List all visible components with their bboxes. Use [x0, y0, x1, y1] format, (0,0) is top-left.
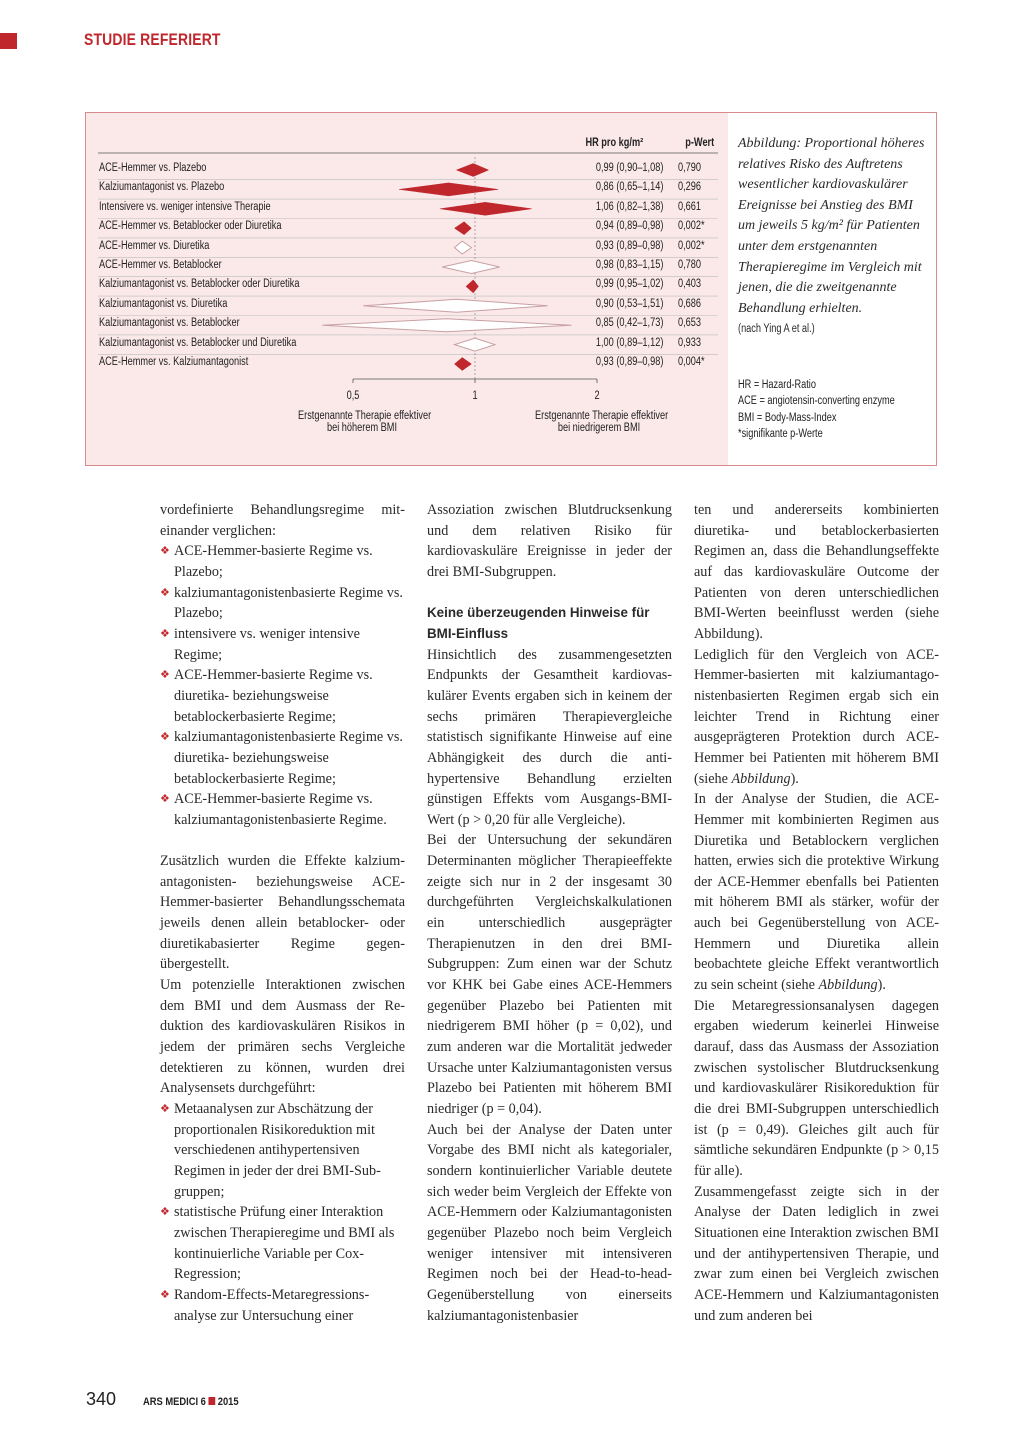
paragraph: Hinsichtlich des zusammengesetzten Endpunkts der Gesamtheit kardiovaskulärer Events ergaben sich in keinem der sechs primären Therapievergleiche statistisch signifikante Hinweise auf eine Abhängigkeit des durch die antihypertensive Behandlung erzielten günstigen Effekts vom Ausgangs-BMI-Wert (p > 0,20 für alle Vergleiche). — [427, 646, 672, 828]
paragraph: Die Metaregressionsanalysen dagegen ergaben wiederum keinerlei Hinweise darauf, dass das Ausmass der Assoziation zwischen systolischer Blutdrucksenkung und kardiovaskulärer Risikoreduktion für die drei BMI-Subgruppen unterschiedlich ist (p = 0,49). Gleiches gilt auch für sämtliche sekundären Endpunkte (p > 0,15 für alle). — [694, 997, 939, 1179]
paragraph: Auch bei der Analyse der Daten unter Vorgabe des BMI nicht als kategorialer, sondern kontinuierlicher Variable deutete sich weder beim Vergleich der Effekte von ACE-Hemmern oder Kalziumantagonisten gegenüber Plazebo noch beim Vergleich weniger intensiver mit intensiveren Regimen noch bei der Head-to-head-Gegenüberstellung von einerseits kalziumantagonistenbasier — [427, 1121, 672, 1324]
hr-diamond — [454, 338, 494, 351]
p-value: 0,002* — [678, 239, 705, 252]
hr-value: 0,90 (0,53–1,51) — [595, 297, 663, 310]
row-label: ACE-Hemmer vs. Kalziumantagonist — [99, 356, 249, 368]
text-column-1 — [160, 500, 405, 1326]
hr-diamond — [440, 202, 532, 215]
row-label: Intensivere vs. weniger intensive Therapie — [99, 200, 271, 213]
list-item: ❖ kalziumantagonistenbasierte Regime vs. Plazebo; — [160, 584, 403, 622]
diamond-bullet-icon: ❖ — [160, 669, 170, 682]
paragraph: ten und andererseits kombinierten diuretika- und betablockerbasierten Regimen an, dass die Behandlungseffekte auf das kardiovaskuläre Outcome der Patienten von deren unterschiedlichen BMI-Werten beeinflusst werden (siehe Abbildung). — [694, 502, 939, 642]
square-separator-icon — [208, 1397, 215, 1405]
hr-diamond — [456, 164, 488, 177]
p-value: 0,933 — [678, 336, 702, 349]
p-value: 0,296 — [678, 181, 702, 194]
p-value: 0,403 — [678, 278, 702, 291]
x-tick-label: 1 — [472, 390, 478, 402]
section-heading: Keine überzeugenden Hinweise für BMI-Einfluss — [427, 605, 650, 641]
diamond-bullet-icon: ❖ — [160, 627, 170, 640]
list-item: ❖ kalziumantagonistenbasierte Regime vs. diuretika- beziehungsweise betablockerbasierte Regime; — [160, 729, 403, 787]
row-label: ACE-Hemmer vs. Betablocker oder Diuretika — [99, 220, 282, 233]
hr-diamond — [363, 299, 547, 312]
x-tick-label: 0,5 — [346, 390, 360, 402]
paragraph: Assoziation zwischen Blutdrucksenkung und dem relativen Risiko für kardiovaskuläre Ereignisse in jeder der drei BMI-Subgruppen. — [427, 502, 672, 580]
hr-value: 1,00 (0,89–1,12) — [595, 336, 663, 349]
hr-diamond — [466, 280, 479, 293]
hr-value: 0,94 (0,89–0,98) — [595, 220, 663, 233]
row-label: ACE-Hemmer vs. Plazebo — [99, 162, 207, 174]
journal-info: ARS MEDICI 6 2015 — [143, 1396, 239, 1408]
list-item: ❖ intensivere vs. weniger intensive Regime; — [160, 625, 360, 663]
hr-diamond — [454, 241, 471, 254]
diamond-bullet-icon: ❖ — [160, 1288, 170, 1301]
row-label: Kalziumantagonist vs. Diuretika — [99, 297, 228, 310]
row-label: Kalziumantagonist vs. Betablocker — [99, 317, 240, 330]
list-item: ❖ ACE-Hemmer-basierte Regime vs. kalziumantagonistenbasierte Regime. — [160, 791, 387, 828]
diamond-bullet-icon: ❖ — [160, 1206, 170, 1219]
hr-value: 0,93 (0,89–0,98) — [595, 356, 663, 368]
hr-value: 0,85 (0,42–1,73) — [595, 317, 663, 330]
row-label: Kalziumantagonist vs. Plazebo — [99, 181, 225, 194]
figure-source: (nach Ying A et al.) — [738, 323, 815, 336]
hr-diamond — [442, 261, 499, 274]
p-value: 0,004* — [678, 356, 705, 368]
figure-legend: HR = Hazard-Ratio ACE = angiotensin-converting enzyme BMI = Body-Mass-Index *signifikante p-Werte — [738, 379, 895, 440]
text-column-3 — [694, 500, 939, 1326]
paragraph: Zusammengefasst zeigte sich in der Analyse der Daten lediglich in zwei Situationen eine Interaktion zwischen BMI und der antihypertensiven Therapie, und zwar zum einen bei Vergleich zwischen ACE-Hemmern und Kalziumantagonisten und zum anderen bei — [694, 1183, 939, 1324]
analysis-list — [160, 1099, 405, 1326]
col-hr-header: HR pro kg/m² — [585, 137, 643, 149]
row-label: Kalziumantagonist vs. Betablocker oder Diuretika — [99, 278, 300, 291]
page-number: 340 — [86, 1389, 117, 1409]
hr-value: 0,99 (0,95–1,02) — [595, 278, 663, 291]
p-value: 0,686 — [678, 297, 702, 310]
text-column-2 — [427, 500, 672, 1326]
paragraph: Bei der Untersuchung der sekundären Determinanten möglicher Therapieeffekte zeigte sich nur in 2 der insgesamt 30 durchgeführten Vergleichskalkulationen ein unterschiedlich ausgeprägter Therapienutzen in den drei BMI-Subgruppen: Zum einen war der Schutz vor KHK bei Gabe eines ACE-Hemmers gegenüber Plazebo bei Patienten mit niedrigerem BMI höher (p = 0,02), und zum anderen war die Mortalität jedweder Ursache unter Kalziumantagonisten versus Plazebo bei Patienten mit höherem BMI niedriger (p = 0,04). — [427, 832, 672, 1118]
col-p-header: p-Wert — [685, 137, 714, 149]
axis-left-label: Erstgenannte Therapie effektiver bei höherem BMI — [298, 410, 432, 434]
hr-diamond — [454, 222, 471, 235]
paragraph: vordefinierte Behandlungsregime miteinander verglichen: — [160, 502, 405, 539]
hr-value: 0,99 (0,90–1,08) — [595, 162, 663, 174]
row-label: ACE-Hemmer vs. Betablocker — [99, 259, 222, 271]
p-value: 0,002* — [678, 220, 705, 233]
row-label: Kalziumantagonist vs. Betablocker und Diuretika — [99, 336, 297, 349]
hr-value: 0,86 (0,65–1,14) — [595, 181, 663, 194]
paragraph: In der Analyse der Studien, die ACE-Hemmer mit kombinierten Regimen aus Diuretika und Betablockern verglichen hatten, erwies sich die protektive Wirkung der ACE-Hemmer ebenfalls bei Patienten mit höherem BMI als stärker, wofür der auch bei Gegenüberstellung von ACE-Hemmern und Diuretika allein beobachtete gleiche Effekt verantwortlich zu sein scheint (siehe Abbildung). — [694, 791, 939, 994]
hr-value: 1,06 (0,82–1,38) — [595, 200, 663, 213]
diamond-bullet-icon: ❖ — [160, 586, 170, 599]
diamond-bullet-icon: ❖ — [160, 1103, 170, 1116]
hr-diamond — [454, 358, 471, 371]
list-item: ❖ ACE-Hemmer-basierte Regime vs. Plazebo; — [160, 543, 373, 580]
figure-caption: Abbildung: Proportional höheres relatives Risko des Auftretens wesentlicher kardiovaskulärer Ereignisse bei Anstieg des BMI um jeweils 5 kg/m² für Patienten unter dem erstgenannten Therapieregime im Vergleich mit jenen, die die zweitgenannte Behandlung erhielten. (nach Ying A et al.) — [738, 134, 928, 340]
paragraph: Um potenzielle Interaktionen zwischen dem BMI und dem Ausmass der Reduktion des kardiovaskulären Risikos in jedem der primären sechs Vergleiche detektieren zu können, wurden drei Analysensets durchgeführt: — [160, 977, 405, 1097]
section-marker — [0, 33, 17, 49]
p-value: 0,780 — [678, 259, 702, 271]
list-item: ❖ statistische Prüfung einer Interaktion zwischen Therapieregime und BMI als kontinuierliche Variable per Cox-Regression; — [160, 1204, 395, 1283]
hr-diamond — [322, 319, 571, 332]
hr-value: 0,98 (0,83–1,15) — [595, 259, 663, 271]
p-value: 0,790 — [678, 162, 702, 174]
diamond-bullet-icon: ❖ — [160, 731, 170, 744]
section-title: STUDIE REFERIERT — [84, 30, 221, 49]
hr-diamond — [399, 183, 498, 196]
p-value: 0,653 — [678, 317, 702, 330]
p-value: 0,661 — [678, 200, 702, 213]
list-item: ❖ Metaanalysen zur Abschätzung der proportionalen Risikoreduktion mit verschiedenen antihypertensiven Regimen in jeder der drei BMI-Subgruppen; — [160, 1101, 381, 1200]
hr-value: 0,93 (0,89–0,98) — [595, 239, 663, 252]
list-item: ❖ Random-Effects-Metaregressionsanalyse zur Untersuchung einer — [160, 1286, 370, 1324]
paragraph: Lediglich für den Vergleich von ACE-Hemmer-basierten mit kalziumantagonistenbasierten Regimen ergab sich ein leichter Trend in Richtung einer ausgeprägteren Protektion durch ACE-Hemmer bei Patienten mit höherem BMI (siehe Abbildung). — [694, 646, 939, 787]
x-tick-label: 2 — [594, 390, 600, 402]
comparison-list — [160, 541, 405, 830]
row-label: ACE-Hemmer vs. Diuretika — [99, 239, 210, 252]
diamond-bullet-icon: ❖ — [160, 545, 170, 558]
paragraph: Zusätzlich wurden die Effekte kalziumantagonisten- beziehungsweise ACE-Hemmer-basierter Behandlungsschemata jeweils denen allein betablocker- oder diuretikabasierter Regime gegenübergestellt. — [160, 853, 405, 973]
list-item: ❖ ACE-Hemmer-basierte Regime vs. diuretika- beziehungsweise betablockerbasierte Regime; — [160, 667, 373, 725]
diamond-bullet-icon: ❖ — [160, 793, 170, 806]
axis-right-label: Erstgenannte Therapie effektiver bei niedrigerem BMI — [535, 410, 669, 434]
